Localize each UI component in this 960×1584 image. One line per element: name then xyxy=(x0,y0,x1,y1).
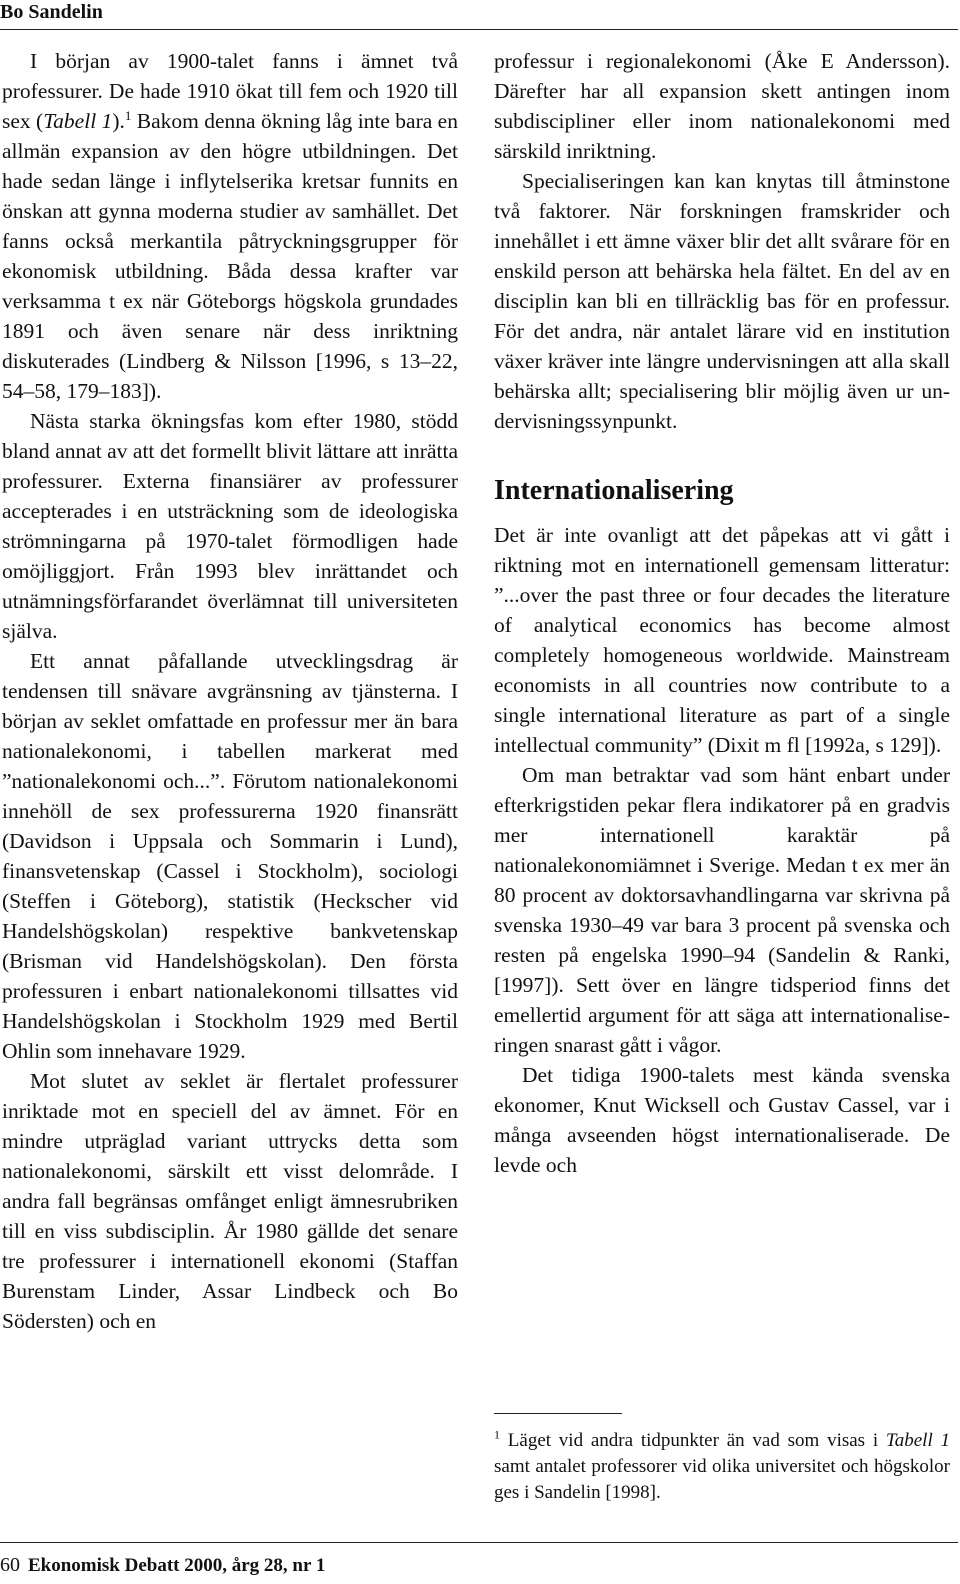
paragraph: Ett annat påfallande utvecklingsdrag är tendensen till snävare avgränsning av tjänsterna. I början av seklet omfattade en professur mer än bara nationalekonomi, i tabellen markerat med ”nationalekonomi och...”. Förutom nationalekonomi innehöll de sex professurerna 1920 finansrätt (Davidson i Uppsala och Sommarin i Lund), finansvetenskap (Cassel i Stockholm), sociologi (Steffen i Göteborg), statistik (Heckscher vid Handelshögskolan) respektive bankvetenskap (Brisman vid Handelshögskolan). Den första professuren i enbart nationalekonomi tillsattes vid Handelshögskolan i Stockholm 1929 med Bertil Ohlin som innehavare 1929. xyxy=(2,649,458,1063)
running-footer xyxy=(0,1553,325,1579)
journal-title: Ekonomisk Debatt 2000, årg 28, nr 1 xyxy=(28,1555,326,1576)
footnote-text: samt antalet professorer vid olika universitet och högskolor ges i Sandelin [1998]. xyxy=(494,1456,950,1503)
footnote-rule xyxy=(494,1413,622,1414)
paragraph-text: ). xyxy=(112,109,125,133)
paragraph: Specialiseringen kan kan knytas till åtminstone två faktorer. När forskningen framskrider och innehållet i ett ämne växer blir det allt svårare för en enskild person att behärska hela fältet. En del av en disciplin kan bli en tillräcklig bas för en professur. För det andra, när antalet lärare vid en institution växer kräver inte längre undervisningen att alla skall behärska allt; specialisering blir möjlig även ur undervisningssynpunkt. xyxy=(494,169,950,433)
header-author: Bo Sandelin xyxy=(0,1,103,23)
section-heading: Internationalisering xyxy=(494,475,734,506)
table-reference: Tabell 1 xyxy=(885,1430,950,1451)
footnote-text: Läget vid andra tidpunkter än vad som visas i xyxy=(500,1430,886,1451)
paragraph xyxy=(2,46,458,406)
footnote-number: 1 xyxy=(494,1427,500,1442)
paragraph: Om man betraktar vad som hänt enbart under efterkrigstiden pekar flera indikatorer på en gradvis mer internationell karaktär på nationalekonomiämnet i Sverige. Medan t ex mer än 80 procent av doktorsavhandlingarna var skrivna på svenska 1930–49 var bara 3 procent på svenska och resten på engelska 1990–94 (Sandelin & Ranki, [1997]). Sett över en längre tidsperiod finns det emellertid argument för att säga att internationaliseringen snarast gått i vågor. xyxy=(494,763,950,1057)
paragraph: Det är inte ovanligt att det påpekas att vi gått i riktning mot en internationell gemensam litteratur: ”...over the past three or four decades the literature of analytical economics has become almost completely homogeneous worldwide. Mainstream economists in all countries now contribute to a single international literature as part of a single intellectual community” (Dixit m fl [1992a, s 129]). xyxy=(494,523,950,757)
left-column xyxy=(2,46,458,1336)
footnote-marker: 1 xyxy=(124,107,132,123)
running-header xyxy=(0,0,960,30)
table-reference: Tabell 1 xyxy=(43,109,113,133)
paragraph: Nästa starka ökningsfas kom efter 1980, stödd bland annat av att det formellt blivit lättare att inrätta professurer. Externa finansiärer av professurer accepterades i en utsträckning som de ideologiska strömningarna på 1970-talet förmodligen hade omöjliggjort. Från 1993 blev inrättandet och utnämningsförfarandet överlämnat till universiteten själva. xyxy=(2,409,458,643)
footer-rule xyxy=(0,1542,958,1543)
paragraph-text: Bakom denna ökning låg inte bara en allmän expansion av den högre utbildningen. Det hade sedan länge i inflytelserika kretsar funnits en önskan att gynna moderna studier av samhället. Det fanns också merkantila påtryckningsgrupper för ekonomisk utbildning. Båda dessa krafter var verksamma t ex när Göteborgs högskola grundades 1891 och även senare när dess inriktning diskuterades (Lindberg & Nilsson [1996, s 13–22, 54–58, 179–183]). xyxy=(2,109,458,403)
footnote xyxy=(494,1428,950,1506)
paragraph-text: I början av 1900-talet fanns i ämnet två professurer. De hade 1910 ökat till fem och 1920 till sex ( xyxy=(2,49,458,133)
paragraph: Det tidiga 1900-talets mest kända svenska ekonomer, Knut Wicksell och Gustav Cassel, var i många avseenden högst internationaliserade. De levde och xyxy=(494,1063,950,1177)
header-rule xyxy=(0,29,958,30)
paragraph: professur i regionalekonomi (Åke E Andersson). Därefter har all expansion skett antingen inom subdiscipliner eller inom nationalekonomi med särskild inriktning. xyxy=(494,49,950,163)
right-column xyxy=(494,46,950,1180)
paragraph: Mot slutet av seklet är flertalet professurer inriktade mot en speciell del av ämnet. För en mindre utpräglad variant uttrycks detta som nationalekonomi, särskilt ett visst delområde. I andra fall begränsas omfånget enligt ämnesrubriken till en viss subdisciplin. År 1980 gällde det senare tre professurer i internationell ekonomi (Staffan Burenstam Linder, Assar Lindbeck och Bo Södersten) och en xyxy=(2,1069,458,1333)
page-number: 60 xyxy=(0,1554,20,1576)
